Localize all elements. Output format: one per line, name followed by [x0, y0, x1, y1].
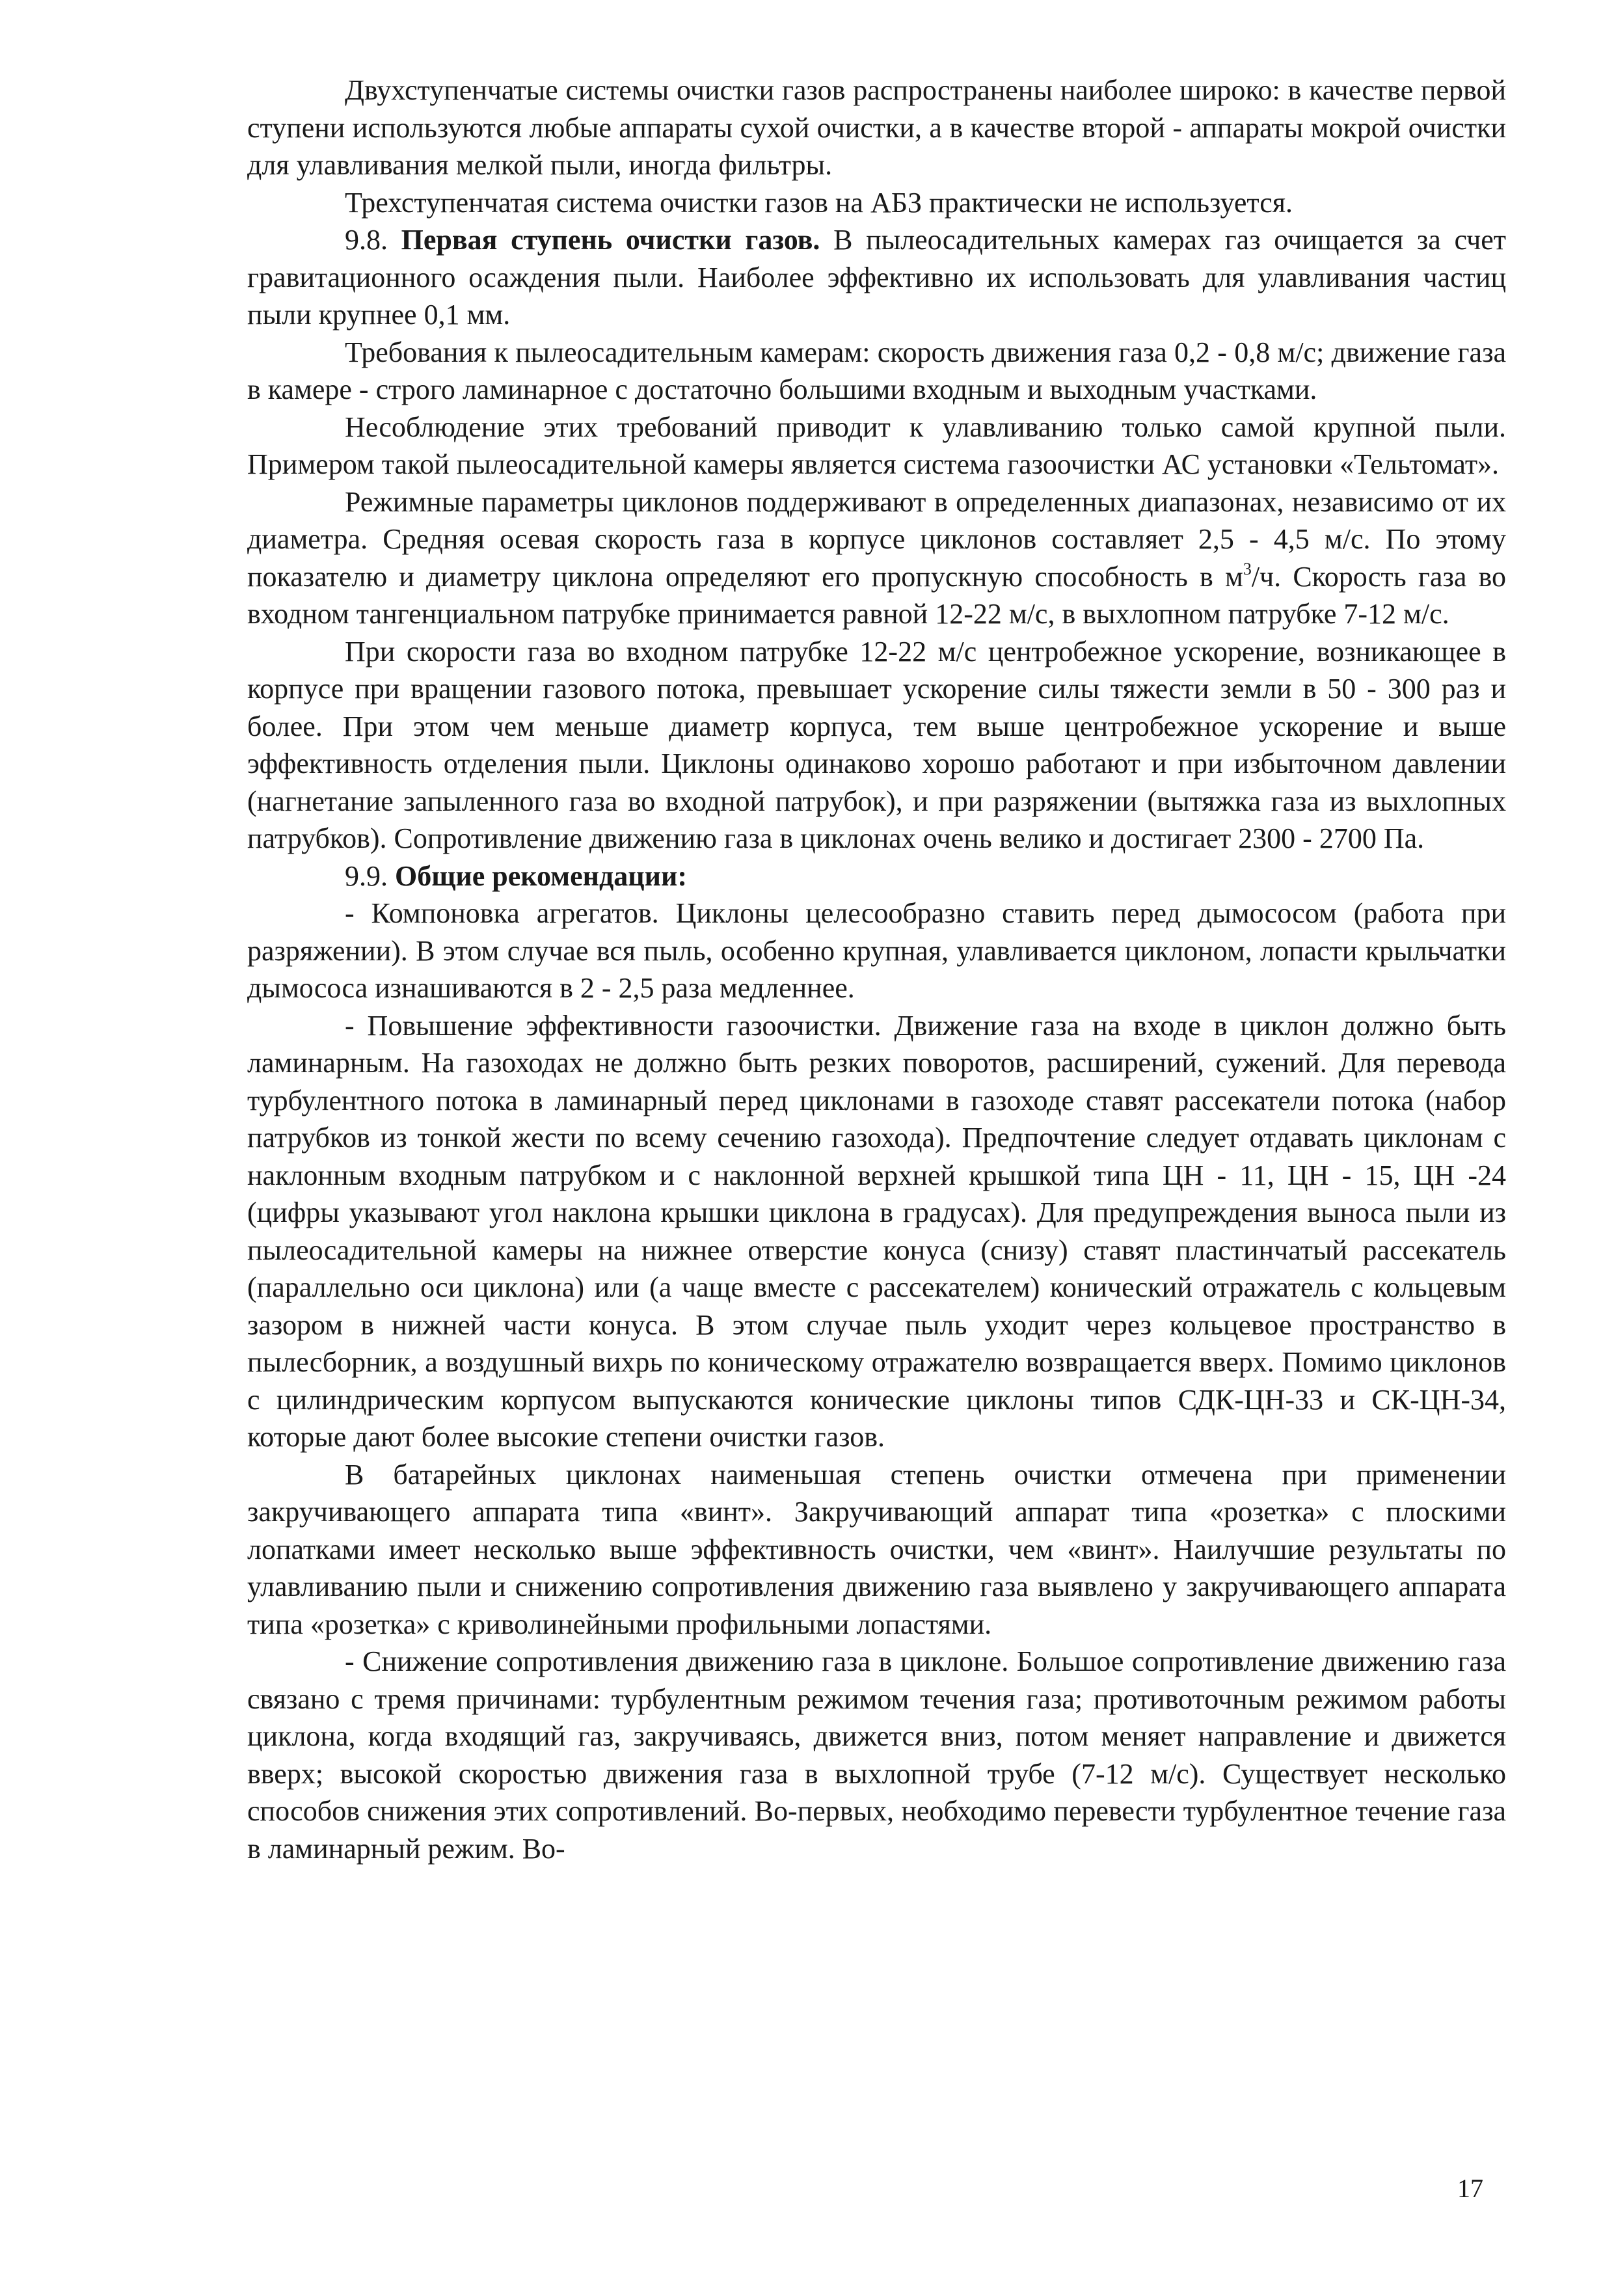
paragraph-two-stage-systems: Двухступенчатые системы очистки газов распространены наиболее широко: в качестве первой ступени используются любые аппараты сухой очистки, а в качестве второй - аппараты мокрой очистки для улавливания мелкой пыли, иногда фильтры.	[247, 74, 1506, 181]
section-9-9-heading: Общие рекомендации:	[395, 859, 688, 892]
page-number: 17	[1457, 2174, 1483, 2203]
section-9-8-number: 9.8.	[345, 224, 388, 256]
cubic-superscript: 3	[1243, 559, 1252, 578]
paragraph-unit-layout: - Компоновка агрегатов. Циклоны целесообразно ставить перед дымососом (работа при разряжении). В этом случае вся пыль, особенно крупная, улавливается циклоном, лопасти крыльчатки дымососа изнашиваются в 2 - 2,5 раза медленнее.	[247, 897, 1506, 1004]
section-9-8-text: В пылеосадительных камерах газ очищается за счет гравитационного осаждения пыли. Наиболее эффективно их использовать для улавливания частиц пыли крупнее 0,1 мм.	[247, 224, 1507, 331]
paragraph-battery-cyclones: В батарейных циклонах наименьшая степень очистки отмечена при применении закручивающего аппарата типа «винт». Закручивающий аппарат типа «розетка» с плоскими лопатками имеет несколько выше эффективность очистки, чем «винт». Наилучшие результаты по улавливанию пыли и снижению сопротивления движению газа выявлено у закручивающего аппарата типа «розетка» с криволинейными профильными лопастями.	[247, 1458, 1506, 1640]
paragraph-efficiency-increase: - Повышение эффективности газоочистки. Движение газа на входе в циклон должно быть ламинарным. На газоходах не должно быть резких поворотов, расширений, сужений. Для перевода турбулентного потока в ламинарный перед циклонами в газоходе ставят рассекатели потока (набор патрубков из тонкой жести по всему сечению газохода). Предпочтение следует отдавать циклонам с наклонным входным патрубком и с наклонной верхней крышкой типа ЦН - 11, ЦН - 15, ЦН -24 (цифры указывают угол наклона крышки циклона в градусах). Для предупреждения выноса пыли из пылеосадительной камеры на нижнее отверстие конуса (снизу) ставят пластинчатый рассекатель (параллельно оси циклона) или (а чаще вместе с рассекателем) конический отражатель с кольцевым зазором в нижней части конуса. В этом случае пыль уходит через кольцевое пространство в пылесборник, а воздушный вихрь по коническому отражателю возвращается вверх. Помимо циклонов с цилиндрическим корпусом выпускаются конические циклоны типов СДК-ЦН-33 и СК-ЦН-34, которые дают более высокие степени очистки газов.	[247, 1009, 1506, 1453]
section-9-9	[247, 858, 1506, 895]
paragraph-resistance-reduction: - Снижение сопротивления движению газа в циклоне. Большое сопротивление движению газа связано с тремя причинами: турбулентным режимом течения газа; противоточным режимом работы циклона, когда входящий газ, закручиваясь, движется вниз, потом меняет направление и движется вверх; высокой скоростью движения газа в выхлопной трубе (7-12 м/с). Существует несколько способов снижения этих сопротивлений. Во-первых, необходимо перевести турбулентное течение газа в ламинарный режим. Во-	[247, 1645, 1506, 1865]
paragraph-centrifugal-acceleration: При скорости газа во входном патрубке 12-22 м/с центробежное ускорение, возникающее в корпусе при вращении газового потока, превышает ускорение силы тяжести земли в 50 - 300 раз и более. При этом чем меньше диаметр корпуса, тем выше центробежное ускорение и выше эффективность отделения пыли. Циклоны одинаково хорошо работают и при избыточном давлении (нагнетание запыленного газа во входной патрубок), и при разряжении (вытяжка газа из выхлопных патрубков). Сопротивление движению газа в циклонах очень велико и достигает 2300 - 2700 Па.	[247, 635, 1506, 854]
paragraph-cyclone-parameters	[247, 483, 1506, 633]
section-9-8-heading: Первая ступень очистки газов.	[401, 224, 820, 256]
cyclone-parameters-text-after: /ч. Скорость газа во входном тангенциальном патрубке принимается равной 12-22 м/с, в выхлопном патрубке 7-12 м/с.	[247, 560, 1506, 630]
section-9-9-number: 9.9.	[345, 859, 388, 892]
paragraph-three-stage-systems: Трехступенчатая система очистки газов на АБЗ практически не используется.	[345, 186, 1293, 219]
document-page	[247, 72, 1506, 2251]
paragraph-noncompliance: Несоблюдение этих требований приводит к улавливанию только самой крупной пыли. Примером такой пылеосадительной камеры является система газоочистки АС установки «Тельтомат».	[247, 411, 1506, 480]
cyclone-parameters-text-before: Режимные параметры циклонов поддерживают в определенных диапазонах, независимо от их диаметра. Средняя осевая скорость газа в корпусе циклонов составляет 2,5 - 4,5 м/с. По этому показателю и диаметру циклона определяют его пропускную способность в м	[247, 485, 1506, 593]
section-9-8	[247, 221, 1506, 334]
paragraph-chamber-requirements: Требования к пылеосадительным камерам: скорость движения газа 0,2 - 0,8 м/с; движение газа в камере - строго ламинарное с достаточно большими входным и выходным участками.	[247, 336, 1506, 405]
